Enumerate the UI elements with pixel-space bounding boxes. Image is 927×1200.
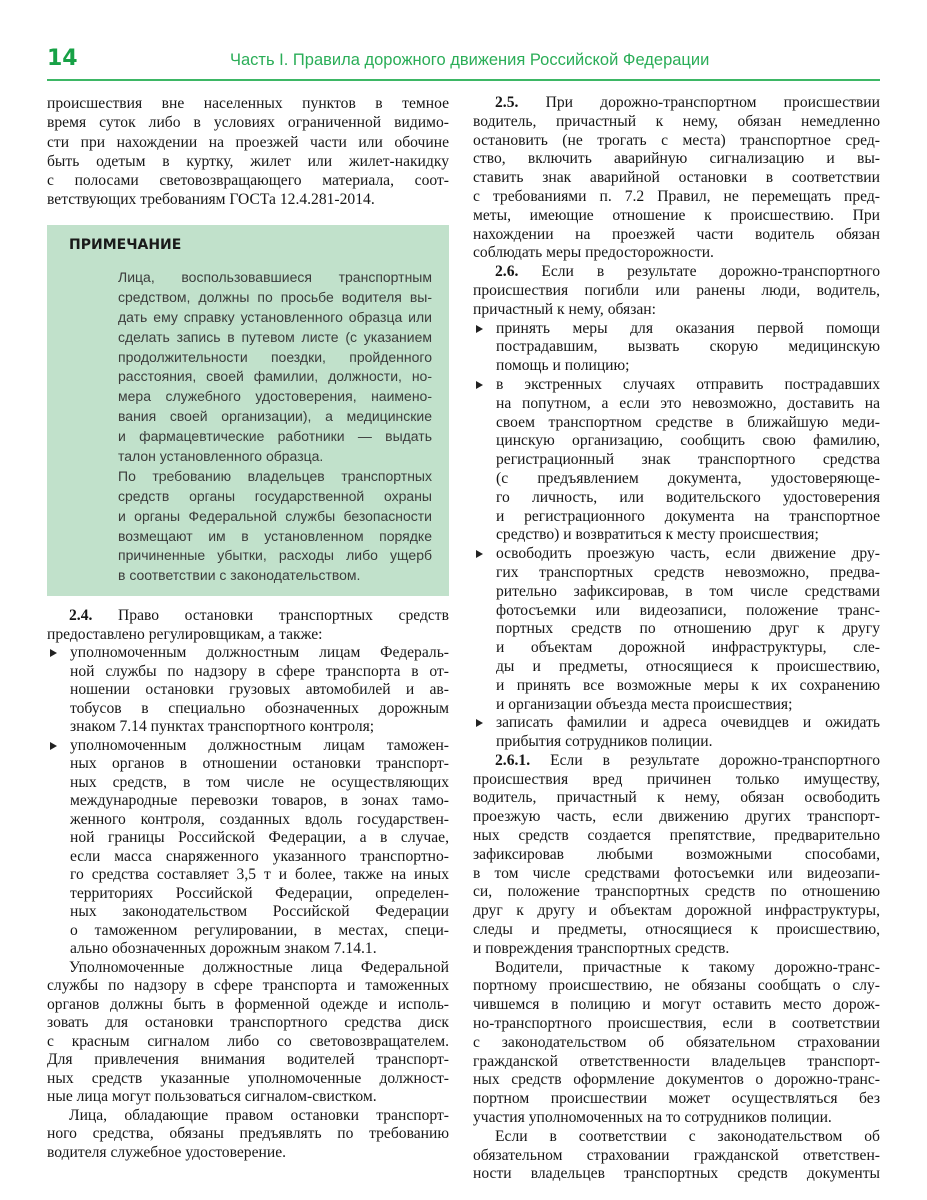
bullet-item (47, 644, 449, 737)
text-line: с требованиями п. 7.2 Правил, не перемещать пред- (473, 187, 880, 205)
numbered-paragraph (473, 94, 880, 263)
text-line: си, положение транспортных средств по отношению (473, 883, 880, 901)
text-line (473, 752, 880, 771)
text-line: портному происшествию, не обязаны сообщать о слу- (473, 977, 880, 995)
text-line: ной службы по надзору в сфере транспорта в от- (70, 662, 449, 680)
text-line: Лица, воспользовавшиеся транспортным (118, 269, 432, 285)
text-line: вания своей организации), а медицинские (118, 408, 432, 425)
text-line: го средства составляет 3,5 т и более, также на иных (70, 866, 449, 883)
text-line: освободить проезжую часть, если движение дру- (496, 545, 880, 563)
text-line: водитель, причастный к нему, обязан освободить (473, 789, 880, 807)
text-line: уполномоченным должностным лицам таможен- (70, 736, 449, 754)
text-line: ности владельцев транспортных средств документы (473, 1165, 880, 1183)
header-rule (47, 79, 880, 81)
text-line: друг к другу и объектам дорожной инфраструктуры, (473, 902, 880, 920)
clause-text: Если в результате дорожно-транспортного (518, 263, 880, 281)
text-line: и объектам дорожной инфраструктуры, сле- (496, 639, 880, 657)
text-line: фотосъемки или видеозаписи, положение транс- (496, 601, 880, 619)
right-column-text (473, 94, 880, 1184)
text-line: ношении остановки грузовых автомобилей и ав- (70, 681, 449, 698)
text-line: тобусов в специально обозначенных дорожным (70, 699, 449, 717)
left-column-top-text (47, 94, 449, 210)
left-column-text (47, 607, 449, 1162)
text-line: уполномоченным должностным лицам Федераль- (70, 644, 449, 661)
text-line: средством, должны по просьбе водителя вы- (118, 288, 432, 305)
text-line: (с предъявлением документа, удостоверяюще- (496, 469, 880, 487)
text-line: портном происшествии может осуществляться без (473, 1090, 880, 1108)
text-line: причастный к нему, обязан: (473, 300, 656, 318)
text-line: зафиксировав любыми возможными способами, (473, 845, 880, 863)
text-line: принять меры для оказания первой помощи (496, 319, 880, 337)
text-line: происшествия вне населенных пунктов в темное (47, 95, 449, 112)
bullet-item (473, 714, 880, 752)
clause-text: Если в результате дорожно-транспортного (530, 751, 880, 769)
clause-number: 2.5. (495, 94, 519, 111)
bullet-triangle-icon (476, 381, 483, 389)
text-line: Водители, причастные к такому дорожно-транс- (495, 958, 880, 976)
text-line: сделать запись в путевом листе (с указанием (118, 328, 432, 345)
text-line: происшествия погибли или ранены люди, водитель, (473, 281, 880, 299)
text-line (473, 263, 880, 282)
text-line: соблюдать меры предосторожности. (473, 244, 714, 262)
text-line: продолжительности поездки, пройденного (118, 348, 432, 365)
bullet-triangle-icon (476, 719, 483, 727)
text-line: службы по надзору в сфере транспорта и таможенных (47, 977, 449, 994)
text-line: ных органов в отношении остановки транспорт- (70, 755, 449, 772)
text-line: рительно зафиксировав, в том числе средствами (496, 582, 880, 600)
bullet-item (473, 545, 880, 714)
text-line: ных средств, в том числе не осуществляющих (70, 773, 449, 791)
text-line: талон установленного образца. (118, 448, 324, 465)
paragraph (118, 268, 432, 467)
text-line: цинскую организацию, сообщить свою фамилию, (496, 432, 880, 450)
text-line: и повреждения транспортных средств. (473, 939, 730, 957)
note-body (118, 268, 432, 586)
text-line: в экстренных случаях отправить пострадавших (496, 375, 880, 393)
text-line: Лица, обладающие правом остановки транспорт- (69, 1106, 449, 1124)
running-title: Часть I. Правила дорожного движения Российской Федерации (230, 51, 710, 69)
text-line: зовать для остановки транспортного средства диск (47, 1014, 449, 1031)
text-line: международные перевозки товаров, в зонах тамо- (70, 792, 449, 809)
text-line: и принять все возможные меры к их сохранению (496, 676, 880, 694)
note-title: ПРИМЕЧАНИЕ (69, 237, 182, 253)
paragraph (47, 959, 449, 1107)
text-line: ной границы Российской Федерации, а в случае, (70, 829, 449, 846)
text-line: нахождении на проезжей части водитель обязан (473, 225, 880, 243)
text-line: регистрационный знак транспортного средства (496, 451, 880, 469)
bullet-triangle-icon (50, 742, 57, 750)
text-line: мера служебного удостоверения, наимено- (118, 388, 432, 405)
text-line: гражданской ответственности владельцев транспорт- (473, 1052, 880, 1070)
text-line: средство) и возвратиться к месту происшествия; (496, 526, 819, 544)
text-line: ных законодательством Российской Федерации (70, 903, 449, 920)
text-line: и организации объезда места происшествия; (496, 695, 793, 713)
page-number: 14 (47, 46, 78, 71)
text-line: участия уполномоченных на то сотрудников полиции. (473, 1109, 832, 1127)
text-line: ство, включить аварийную сигнализацию и вы- (473, 150, 880, 168)
text-line: быть одетым в куртку, жилет или жилет-накидку (47, 152, 449, 170)
text-line: предоставлено регулировщикам, а также: (47, 625, 323, 643)
text-line: ные лица могут пользоваться сигналом-свистком. (47, 1088, 377, 1105)
bullet-triangle-icon (476, 550, 483, 558)
text-line: если масса снаряженного указанного транспортно- (70, 847, 449, 865)
text-line: время суток либо в условиях ограниченной видимо- (47, 114, 449, 132)
text-line: помощь и полицию; (496, 357, 630, 375)
text-line: дать ему справку установленного образца или (118, 308, 432, 325)
text-line: По требованию владельцев транспортных (118, 467, 432, 484)
bullet-item (473, 320, 880, 376)
bullet-triangle-icon (476, 325, 483, 333)
paragraph (47, 1107, 449, 1163)
paragraph (473, 1128, 880, 1184)
text-line: своем транспортном средстве в ближайшую меди- (496, 413, 880, 431)
clause-text: Право остановки транспортных средств (92, 607, 449, 624)
text-line: Уполномоченные должностные лица Федеральной (69, 958, 449, 976)
text-line: меты, имеющие отношение к происшествию. При (473, 206, 880, 224)
text-line: следы и предметы, относящиеся к происшествию, (473, 921, 880, 939)
text-line: прибытия сотрудников полиции. (496, 733, 713, 751)
text-line: ветствующих требованиям ГОСТа 12.4.281-2014. (47, 191, 375, 209)
text-line: и органы Федеральной службы безопасности (118, 507, 432, 524)
text-line: в том числе средствами фотосъемки или видеозапи- (473, 864, 880, 882)
text-line: проезжую часть, если движению других транспорт- (473, 808, 880, 826)
text-line: ных средств указанные уполномоченные должност- (47, 1069, 449, 1087)
note-box (47, 225, 449, 596)
paragraph (118, 467, 432, 586)
text-line: ных средств оформление документов о дорожно-транс- (473, 1071, 880, 1089)
text-line: Если в соответствии с законодательством об (495, 1127, 880, 1145)
text-line: чившемся в полицию и могут оставить место дорож- (473, 996, 880, 1014)
clause-number: 2.6. (495, 263, 519, 281)
text-line: ставить знак аварийной остановки в соответствии (473, 169, 880, 187)
text-line: записать фамилии и адреса очевидцев и ожидать (496, 714, 880, 732)
text-line: и фармацевтические работники — выдать (118, 428, 432, 445)
numbered-paragraph (473, 752, 880, 959)
paragraph (47, 94, 449, 210)
text-line: расстояния, своей фамилии, должности, но- (118, 368, 432, 385)
text-line: гих транспортных средств невозможно, предва- (496, 563, 880, 581)
clause-text: При дорожно-транспортном происшествии (518, 94, 880, 111)
bullet-item (47, 737, 449, 959)
text-line: женного контроля, созданных вдоль государствен- (70, 810, 449, 828)
text-line: происшествия вред причинен только имуществу, (473, 770, 880, 788)
text-line: портных средств по отношению друг к другу (496, 620, 880, 638)
text-line: с законодательством об обязательном страховании (473, 1033, 880, 1051)
text-line: остановить (не трогать с места) транспортное сред- (473, 131, 880, 149)
text-line: обязательном страховании гражданской ответствен- (473, 1146, 880, 1164)
text-line: ально обозначенных дорожным знаком 7.14.1. (70, 940, 377, 957)
text-line: знаком 7.14 пунктах транспортного контроля; (70, 718, 375, 735)
clause-number: 2.4. (69, 607, 93, 624)
text-line: и регистрационного документа на транспортное (496, 507, 880, 525)
text-line: ного средства, обязаны предъявлять по требованию (47, 1125, 449, 1142)
text-line: причиненные убытки, расходы либо ущерб (118, 547, 432, 564)
bullet-item (473, 376, 880, 545)
text-line: на попутном, а если это невозможно, доставить на (496, 394, 880, 412)
numbered-paragraph (473, 263, 880, 319)
text-line: ных средств создается препятствие, предварительно (473, 827, 880, 845)
text-line: органов должны быть в форменной одежде и исполь- (47, 995, 449, 1013)
text-line: водитель, причастный к нему, обязан немедленно (473, 112, 880, 130)
text-line: с красным сигналом либо со световозвращателем. (47, 1032, 449, 1050)
text-line: пострадавшим, вызвать скорую медицинскую (496, 338, 880, 356)
text-line: с полосами световозвращающего материала, соот- (47, 172, 449, 190)
text-line: но-транспортного происшествия, если в соответствии (473, 1015, 880, 1033)
text-line: водителя служебное удостоверение. (47, 1143, 287, 1161)
text-line: территориях Российской Федерации, определен- (70, 884, 449, 902)
text-line: о таможенном регулировании, в местах, специ- (70, 921, 449, 939)
text-line: средств органы государственной охраны (118, 487, 432, 504)
paragraph (473, 959, 880, 1128)
text-line: Для привлечения внимания водителей транспорт- (47, 1051, 449, 1068)
text-line: го личность, или водительского удостоверения (496, 488, 880, 506)
text-line (473, 94, 880, 113)
text-line (47, 607, 449, 626)
numbered-paragraph (47, 607, 449, 644)
bullet-triangle-icon (50, 649, 57, 657)
text-line: ды и предметы, относящиеся к происшествию, (496, 657, 880, 675)
clause-number: 2.6.1. (495, 751, 531, 769)
text-line: в соответствии с законодательством. (118, 567, 361, 584)
text-line: возмещают им в установленном порядке (118, 527, 432, 544)
text-line: сти при нахождении на проезжей части или обочине (47, 133, 449, 151)
